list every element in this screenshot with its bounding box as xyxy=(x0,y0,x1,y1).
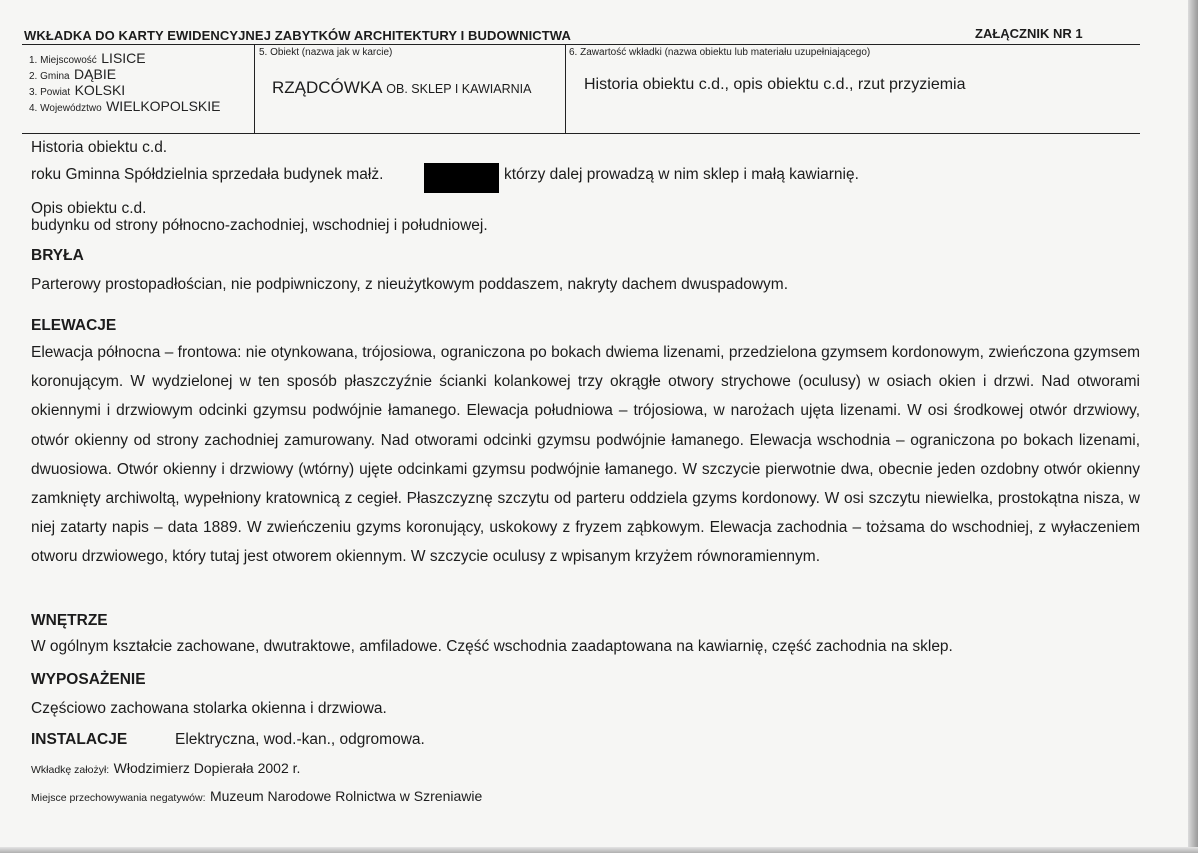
object-label: 5. Obiekt (nazwa jak w karcie) xyxy=(259,47,393,58)
redaction-block xyxy=(424,163,499,193)
header-bottom-rule xyxy=(22,133,1140,134)
storage-row xyxy=(31,788,482,806)
page-edge xyxy=(1188,0,1198,853)
history-text-end: którzy dalej prowadzą w nim sklep i małą kawiarnię. xyxy=(504,166,859,183)
wyposazenie-text: Częściowo zachowana stolarka okienna i drzwiowa. xyxy=(31,700,387,717)
elewacje-heading: ELEWACJE xyxy=(31,317,117,334)
commune-value: DĄBIE xyxy=(74,66,117,82)
history-heading: Historia obiektu c.d. xyxy=(31,139,168,156)
instalacje-text: Elektryczna, wod.-kan., odgromowa. xyxy=(175,731,425,748)
district-value: KOLSKI xyxy=(74,82,126,98)
storage-value: Muzeum Narodowe Rolnictwa w Szreniawie xyxy=(209,788,483,804)
author-row xyxy=(31,760,300,778)
commune-label: 2. Gmina xyxy=(29,71,70,82)
description-line: budynku od strony północno-zachodniej, wschodniej i południowej. xyxy=(31,217,488,234)
locality-label: 1. Miejscowość xyxy=(29,55,97,66)
annex-label: ZAŁĄCZNIK NR 1 xyxy=(975,26,1083,41)
locality-value: LISICE xyxy=(101,50,146,66)
voivodeship-value: WIELKOPOLSKIE xyxy=(106,98,221,114)
voivodeship-row xyxy=(29,98,220,116)
object-name-main: RZĄDCÓWKA xyxy=(272,78,382,97)
author-label: Wkładkę założył: xyxy=(31,764,110,776)
author-value: Włodzimierz Dopierała 2002 r. xyxy=(113,760,301,776)
bryla-text: Parterowy prostopadłościan, nie podpiwniczony, z nieużytkowym poddaszem, nakryty dachem dwuspadowym. xyxy=(31,276,788,293)
wnetrze-text: W ogólnym kształcie zachowane, dwutraktowe, amfiladowe. Część wschodnia zaadaptowana na kawiarnię, część zachodnia na sklep. xyxy=(31,638,953,655)
storage-label: Miejsce przechowywania negatywów: xyxy=(31,792,206,804)
voivodeship-label: 4. Województwo xyxy=(29,103,102,114)
column-divider xyxy=(254,45,255,134)
bryla-heading: BRYŁA xyxy=(31,247,84,264)
object-name-suffix: OB. SKLEP I KAWIARNIA xyxy=(386,82,532,96)
wnetrze-heading: WNĘTRZE xyxy=(31,612,108,629)
column-divider xyxy=(565,45,566,134)
page-edge-bottom xyxy=(0,847,1198,853)
header-rule xyxy=(22,44,1140,45)
contents-value: Historia obiektu c.d., opis obiektu c.d., rzut przyziemia xyxy=(584,76,966,93)
instalacje-heading: INSTALACJE xyxy=(31,731,128,748)
description-heading: Opis obiektu c.d. xyxy=(31,200,147,217)
elewacje-text: Elewacja północna – frontowa: nie otynkowana, trójosiowa, ograniczona po bokach dwiema lizenami, przedzielona gzymsem kordonowym, zwieńczona gzymsem koronującym. W wydzielonej w ten sposób płaszczyźnie ścianki kolankowej trzy okrągłe otwory strychowe (oculusy) w osiach okien i drzwi. Nad otworami okiennymi i drzwiowym odcinki gzymsu podwójnie łamanego. Elewacja południowa – trójosiowa, w narożach ujęta lizenami. W osi środkowej otwór drzwiowy, otwór okienny od strony zachodniej zamurowany. Nad otworami odcinki gzymsu podwójnie łamanego. Elewacja wschodnia – ograniczona po bokach lizenami, dwuosiowa. Otwór okienny i drzwiowy (wtórny) ujęte odcinkami gzymsu podwójnie łamanego. W szczycie pierwotnie dwa, obecnie jeden ozdobny otwór okienny zamknięty archiwoltą, wypełniony kratownicą z cegieł. Płaszczyznę szczytu od parteru oddziela gzyms kordonowy. W osi szczytu niewielka, prostokątna nisza, w niej zatarty napis – data 1889. W zwieńczeniu gzyms koronujący, uskokowy z fryzem ząbkowym. Elewacja zachodnia – tożsama do wschodniej, z wyłaczeniem otworu drzwiowego, który tutaj jest otworem okiennym. W szczycie oculusy z wpisanym krzyżem równoramiennym. xyxy=(31,344,1140,566)
district-label: 3. Powiat xyxy=(29,87,71,98)
history-text-start: roku Gminna Spółdzielnia sprzedała budynek małż. xyxy=(31,166,384,183)
wyposazenie-heading: WYPOSAŻENIE xyxy=(31,671,146,688)
contents-label: 6. Zawartość wkładki (nazwa obiektu lub materiału uzupełniającego) xyxy=(569,47,871,58)
document-title: WKŁADKA DO KARTY EWIDENCYJNEJ ZABYTKÓW ARCHITEKTURY I BUDOWNICTWA xyxy=(24,28,571,43)
object-name xyxy=(272,78,531,98)
